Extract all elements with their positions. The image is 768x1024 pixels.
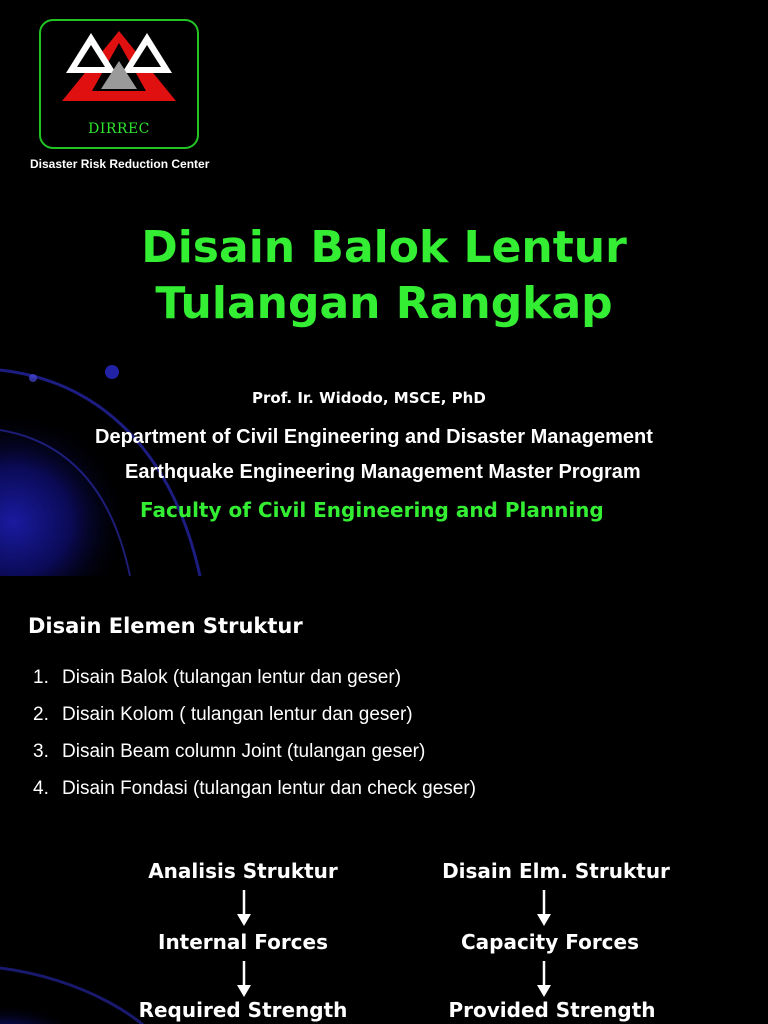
flow-right-3: Provided Strength [448,998,656,1022]
flow-left-1: Analisis Struktur [148,859,338,883]
author: Prof. Ir. Widodo, MSCE, PhD [252,389,486,407]
title-line-1: Disain Balok Lentur [141,222,627,273]
design-list [33,666,476,814]
section-heading: Disain Elemen Struktur [28,614,303,638]
logo-caption: Disaster Risk Reduction Center [30,157,210,171]
flow-right-1: Disain Elm. Struktur [442,859,670,883]
list-item: 2. Disain Kolom ( tulangan lentur dan geser) [33,704,413,725]
flow-left-2: Internal Forces [158,930,328,954]
logo-text: DIRREC [88,121,150,137]
flow-right-2: Capacity Forces [460,930,640,954]
list-item: 3. Disain Beam column Joint (tulangan geser) [33,741,426,762]
title-line-2: Tulangan Rangkap [155,278,613,329]
arrow-down-icon [234,890,254,926]
arrow-down-icon [234,961,254,997]
arrow-down-icon [534,890,554,926]
dirrec-logo [39,19,199,149]
arrow-down-icon [534,961,554,997]
list-item: 1. Disain Balok (tulangan lentur dan geser) [33,667,402,688]
triangle-logo-icon [41,21,197,121]
flow-left-3: Required Strength [138,998,348,1022]
content-slide [0,576,768,1024]
faculty: Faculty of Civil Engineering and Planning [140,498,604,522]
list-item: 4. Disain Fondasi (tulangan lentur dan check geser) [33,778,477,799]
slide-title [0,220,768,332]
program: Earthquake Engineering Management Master Program [125,461,641,483]
department: Department of Civil Engineering and Disaster Management [95,426,653,448]
